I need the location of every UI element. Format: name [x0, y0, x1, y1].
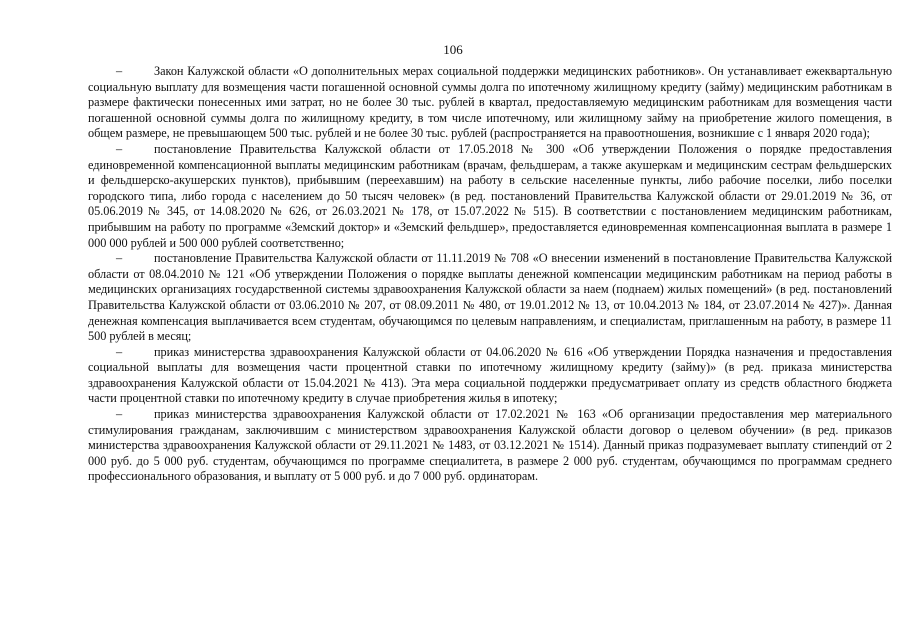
paragraph-text: постановление Правительства Калужской области от 11.11.2019 № 708 «О внесении изменений в постановление Правительства Калужской области от 08.04.2010 № 121 «Об утверждении Положения о порядке выплаты денежной компенсации медицинским работникам на период работы в медицинских организациях государственной системы здравоохранения Калужской области за наем (поднаем) жилых помещений» (в ред. постановлений Правительства Калужской области от 03.06.2010 № 207, от 08.09.2011 № 480, от 19.01.2012 № 13, от 10.04.2013 № 184, от 23.07.2014 № 427)». Данная денежная компенсация выплачивается всем студентам, обучающимся по целевым направлениям, и специалистам, приглашенным на работу, в размере 11 500 рублей в месяц; [88, 251, 892, 344]
list-item [88, 345, 892, 407]
list-dash: – [116, 407, 123, 422]
document-body [88, 64, 892, 485]
list-dash: – [116, 251, 123, 266]
paragraph-text: приказ министерства здравоохранения Калужской области от 17.02.2021 № 163 «Об организации предоставления мер материального стимулирования гражданам, заключившим с министерством здравоохранения Калужской области договор о целевом обучении» (в ред. приказов министерства здравоохранения Калужской области от 29.11.2021 № 1483, от 03.12.2021 № 1514). Данный приказ подразумевает выплату стипендий от 2 000 руб. до 5 000 руб. студентам, обучающимся по программе специалитета, в размере 2 000 руб. студентам, обучающимся по программам среднего профессионального образования, и выплату от 5 000 руб. и до 7 000 руб. ординаторам. [88, 407, 892, 484]
list-item [88, 407, 892, 485]
list-item [88, 64, 892, 142]
list-item [88, 142, 892, 251]
list-dash: – [116, 64, 123, 78]
list-item [88, 251, 892, 345]
list-dash: – [116, 141, 123, 156]
paragraph-text: приказ министерства здравоохранения Калужской области от 04.06.2020 № 616 «Об утверждении Порядка назначения и предоставления социальной выплаты для возмещения части процентной ставки по ипотечному жилищному кредиту (займу)» (в ред. приказа министерства здравоохранения Калужской области от 15.04.2021 № 413). Эта мера социальной поддержки предусматривает оплату из средств областного бюджета части процентной ставки по ипотечному кредиту в случае приобретения жилья в ипотеку; [88, 344, 892, 406]
list-dash: – [116, 344, 123, 359]
paragraph-text: Закон Калужской области «О дополнительных мерах социальной поддержки медицинских работников». Он устанавливает ежеквартальную социальную выплату для возмещения части погашенной основной суммы долга по ипотечному жилищному кредиту (займу) медицинским работникам в размере фактически понесенных ими затрат, но не более 30 тыс. рублей в квартал, предоставляемую медицинским работникам для возмещения части погашенной основной суммы долга по жилищному кредиту, в том числе ипотечному, или жилищному займу на приобретение жилого помещения, в общем размере, не превышающем 500 тыс. рублей и не более 30 тыс. рублей (распространяется на правоотношения, возникшие с 1 января 2020 года); [88, 64, 892, 141]
page-number: 106 [443, 42, 463, 57]
paragraph-text: постановление Правительства Калужской области от 17.05.2018 № 300 «Об утверждении Положения о порядке предоставления единовременной компенсационной выплаты медицинским работникам (врачам, фельдшерам, а также акушеркам и медицинским сестрам фельдшерских и фельдшерско-акушерских пунктов), прибывшим (переехавшим) на работу в сельские населенные пункты, либо рабочие поселки, либо поселки городского типа, либо города с населением до 50 тысяч человек» (в ред. постановлений Правительства Калужской области от 29.01.2019 № 36, от 05.06.2019 № 345, от 14.08.2020 № 626, от 26.03.2021 № 178, от 15.07.2022 № 515). В соответствии с постановлением медицинским работникам, прибывшим на работу по программе «Земский доктор» и «Земский фельдшер», предоставляется единовременная компенсационная выплата в размере 1 000 000 рублей и 500 000 рублей соответственно; [88, 141, 892, 250]
